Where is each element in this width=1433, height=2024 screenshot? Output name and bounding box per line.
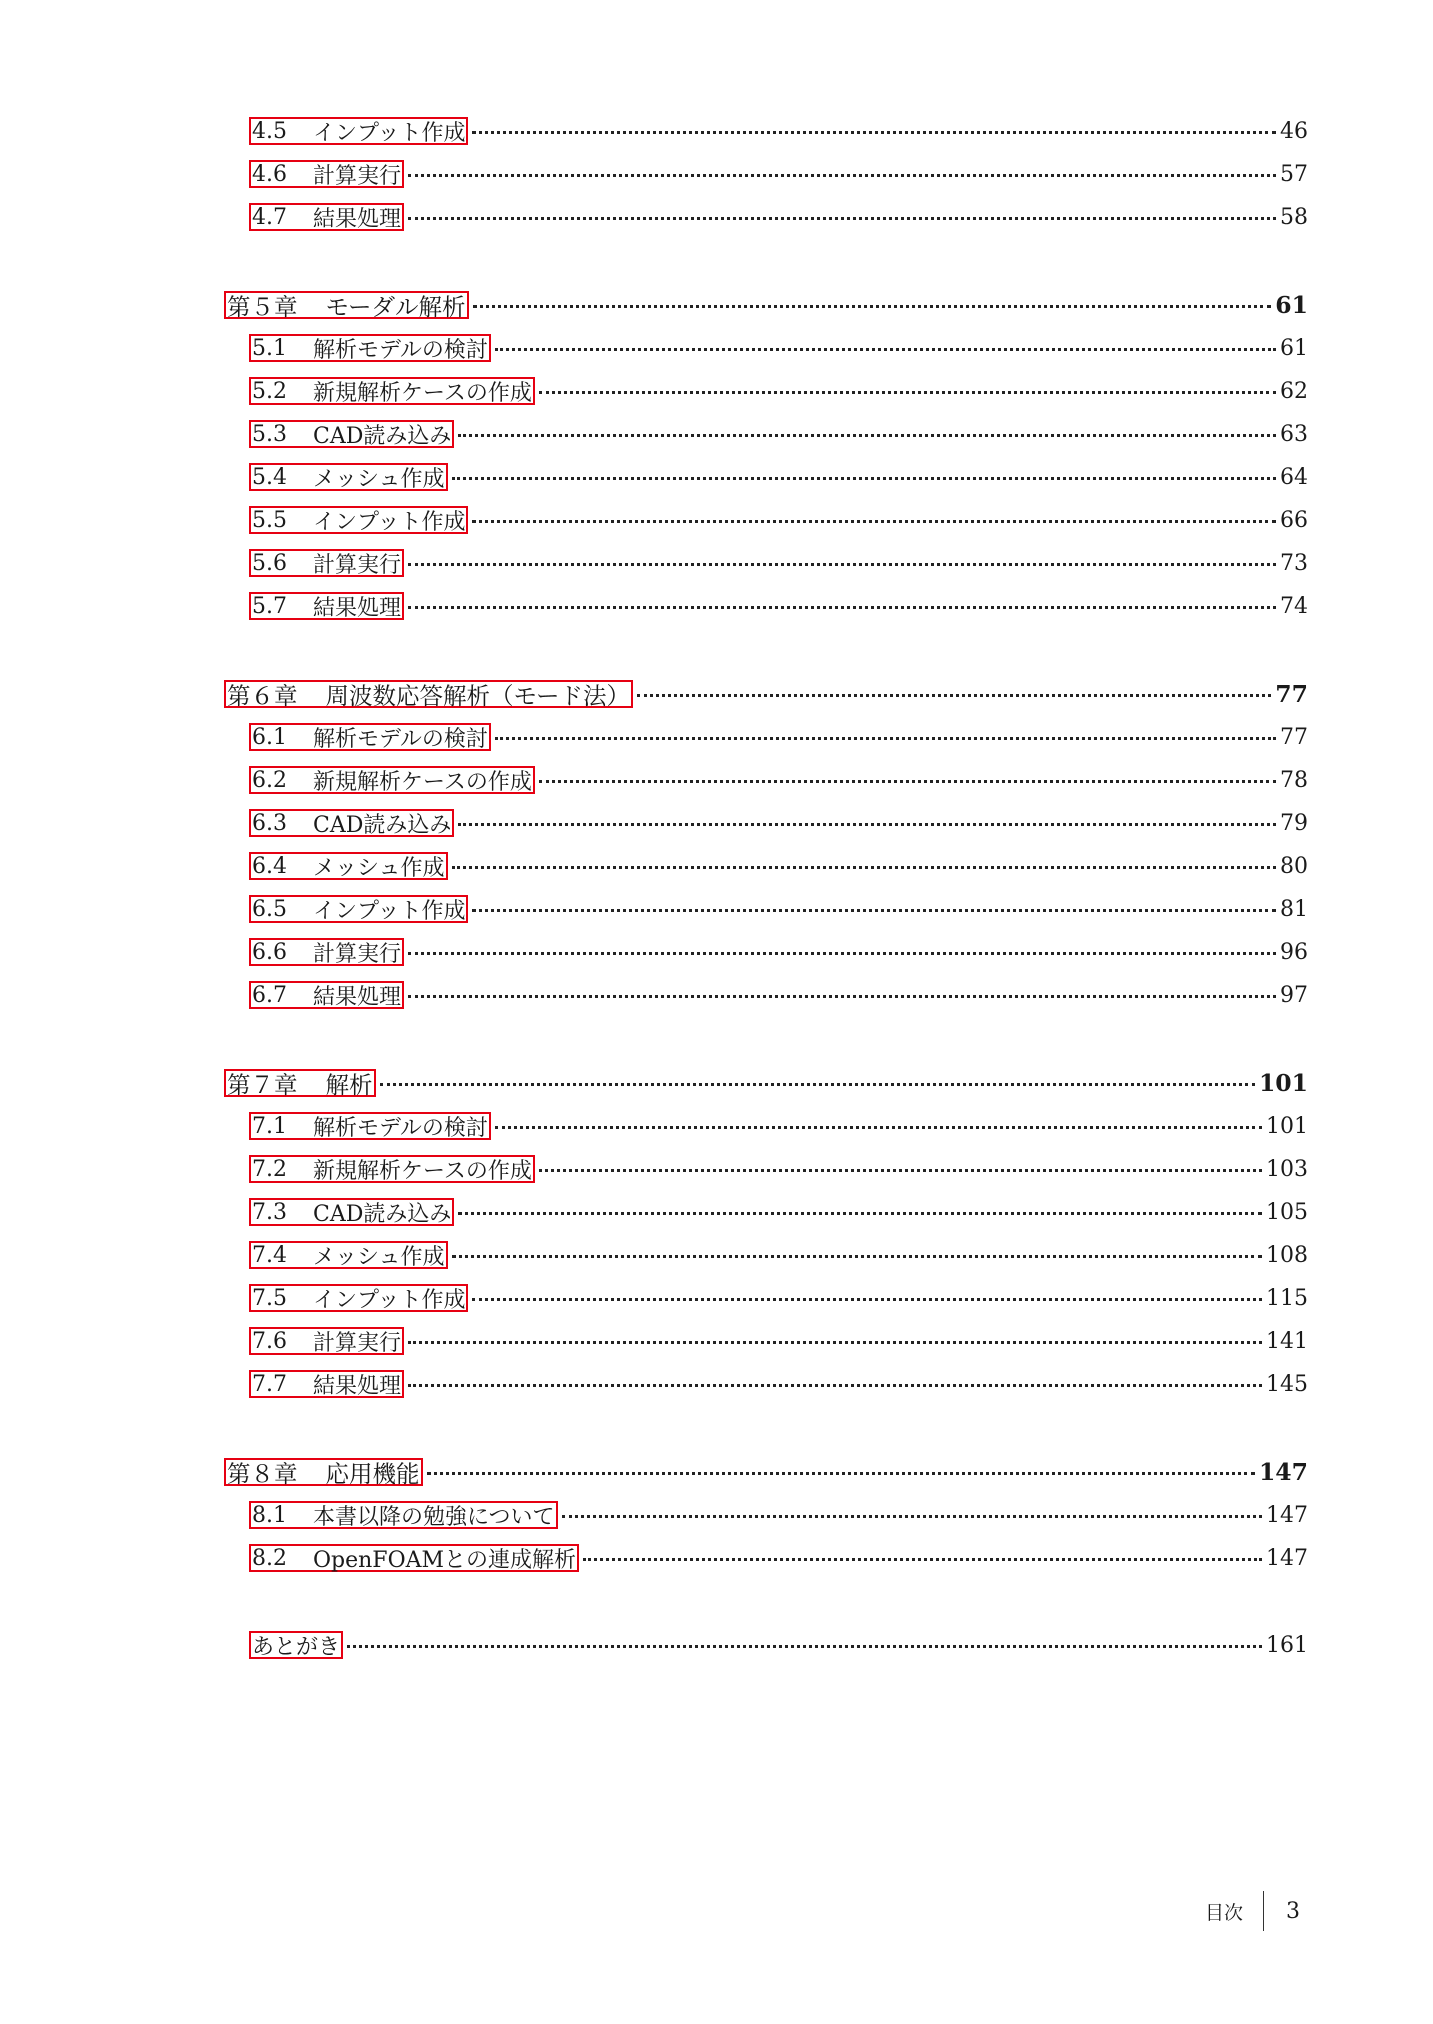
toc-link-6-1[interactable] — [249, 723, 491, 751]
section-title: 計算実行 — [313, 163, 402, 189]
section-number: 5.1 — [252, 335, 287, 361]
section-title: 結果処理 — [313, 595, 402, 621]
section-number: 4.7 — [252, 204, 287, 230]
toc-link-6-7[interactable] — [249, 981, 404, 1009]
page-number: 161 — [1266, 1632, 1308, 1658]
toc-link-6-6[interactable] — [249, 938, 404, 966]
toc-entry-5-5 — [249, 503, 1308, 537]
toc-entry-6-1 — [249, 720, 1308, 754]
chapter-title: 周波数応答解析（モード法） — [325, 682, 631, 710]
toc-link-5-7[interactable] — [249, 592, 404, 620]
page-number: 63 — [1280, 421, 1308, 447]
dot-leader — [347, 1645, 1262, 1648]
page-number: 103 — [1266, 1156, 1308, 1182]
section-title: 計算実行 — [313, 941, 402, 967]
section-number: 7.7 — [252, 1371, 287, 1397]
dot-leader — [472, 520, 1276, 523]
toc-entry-7-5 — [249, 1281, 1308, 1315]
toc-entry-7-4 — [249, 1238, 1308, 1272]
toc-entry-afterword — [249, 1628, 1308, 1662]
dot-leader — [408, 217, 1276, 220]
dot-leader — [408, 995, 1276, 998]
toc-link-7-2[interactable] — [249, 1155, 535, 1183]
toc-entry-5-7 — [249, 589, 1308, 623]
toc-link-5-4[interactable] — [249, 463, 448, 491]
page-number: 73 — [1280, 550, 1308, 576]
section-title: OpenFOAMとの連成解析 — [313, 1547, 577, 1573]
page-number: 96 — [1280, 939, 1308, 965]
section-title: 本書以降の勉強について — [313, 1504, 555, 1530]
footer-divider — [1263, 1891, 1264, 1931]
page-number: 101 — [1258, 1069, 1308, 1097]
section-number: 5.4 — [252, 464, 287, 490]
dot-leader — [495, 1126, 1262, 1129]
toc-entry-5-3 — [249, 417, 1308, 451]
chapter-number: 第８章 — [227, 1460, 298, 1488]
section-title: 解析モデルの検討 — [313, 1115, 488, 1141]
section-title: 結果処理 — [313, 206, 402, 232]
section-number: 6.4 — [252, 853, 287, 879]
chapter-title: 解析 — [325, 1071, 373, 1099]
section-number: 5.3 — [252, 421, 287, 447]
section-title: メッシュ作成 — [313, 855, 445, 881]
page-number: 97 — [1280, 982, 1308, 1008]
section-title: 計算実行 — [313, 552, 402, 578]
dot-leader — [539, 780, 1276, 783]
toc-entry-5-2 — [249, 374, 1308, 408]
section-title: 新規解析ケースの作成 — [313, 1158, 532, 1184]
dot-leader — [408, 563, 1276, 566]
toc-link-5-3[interactable] — [249, 420, 454, 448]
page-number: 115 — [1266, 1285, 1308, 1311]
toc-entry-7-2 — [249, 1152, 1308, 1186]
page-number: 141 — [1266, 1328, 1308, 1354]
toc-chapter-5 — [224, 288, 1308, 322]
section-number: 8.1 — [252, 1502, 287, 1528]
section-title: インプット作成 — [313, 120, 466, 146]
dot-leader — [452, 477, 1276, 480]
section-number: 7.3 — [252, 1199, 287, 1225]
section-title: 新規解析ケースの作成 — [313, 380, 532, 406]
dot-leader — [408, 1341, 1262, 1344]
toc-entry-7-1 — [249, 1109, 1308, 1143]
section-number: 7.4 — [252, 1242, 287, 1268]
toc-entry-4-6 — [249, 157, 1308, 191]
page-number: 81 — [1280, 896, 1308, 922]
section-number: 6.5 — [252, 896, 287, 922]
toc-link-afterword[interactable] — [249, 1631, 343, 1659]
page-number: 77 — [1280, 724, 1308, 750]
toc-link-7-1[interactable] — [249, 1112, 491, 1140]
toc-link-4-6[interactable] — [249, 160, 404, 188]
page-number: 74 — [1280, 593, 1308, 619]
section-number: 7.6 — [252, 1328, 287, 1354]
section-number: 4.6 — [252, 161, 287, 187]
section-number: 5.6 — [252, 550, 287, 576]
page-number: 46 — [1280, 118, 1308, 144]
dot-leader — [458, 1212, 1262, 1215]
dot-leader — [408, 606, 1276, 609]
dot-leader — [539, 391, 1276, 394]
chapter-title: モーダル解析 — [325, 293, 466, 321]
page-number: 105 — [1266, 1199, 1308, 1225]
footer-page-number: 3 — [1286, 1898, 1301, 1924]
page-number: 147 — [1266, 1545, 1308, 1571]
section-title: 計算実行 — [313, 1330, 402, 1356]
toc-link-4-5[interactable] — [249, 117, 468, 145]
toc-chapter-7 — [224, 1066, 1308, 1100]
dot-leader — [562, 1515, 1262, 1518]
toc-entry-5-1 — [249, 331, 1308, 365]
toc-link-6-4[interactable] — [249, 852, 448, 880]
toc-entry-5-4 — [249, 460, 1308, 494]
dot-leader — [408, 1384, 1262, 1387]
dot-leader — [472, 909, 1276, 912]
page-number: 58 — [1280, 204, 1308, 230]
section-title: メッシュ作成 — [313, 1244, 445, 1270]
toc-entry-7-7 — [249, 1367, 1308, 1401]
section-number: 5.7 — [252, 593, 287, 619]
afterword-title: あとがき — [252, 1634, 341, 1660]
section-title: 解析モデルの検討 — [313, 337, 488, 363]
dot-leader — [495, 348, 1276, 351]
footer-label: 目次 — [1205, 1901, 1244, 1924]
page-number: 62 — [1280, 378, 1308, 404]
chapter-number: 第５章 — [227, 293, 298, 321]
toc-link-chapter-5[interactable] — [224, 291, 469, 319]
toc-link-chapter-6[interactable] — [224, 680, 633, 708]
section-number: 7.5 — [252, 1285, 287, 1311]
section-number: 4.5 — [252, 118, 287, 144]
section-title: CAD読み込み — [313, 812, 452, 838]
dot-leader — [452, 866, 1276, 869]
page-number: 101 — [1266, 1113, 1308, 1139]
section-title: 新規解析ケースの作成 — [313, 769, 532, 795]
toc-link-8-1[interactable] — [249, 1501, 558, 1529]
section-number: 6.3 — [252, 810, 287, 836]
chapter-title: 応用機能 — [325, 1460, 420, 1488]
section-title: メッシュ作成 — [313, 466, 445, 492]
page-number: 77 — [1275, 680, 1308, 708]
dot-leader — [539, 1169, 1262, 1172]
section-number: 7.1 — [252, 1113, 287, 1139]
dot-leader — [473, 305, 1272, 308]
dot-leader — [472, 1298, 1262, 1301]
toc-entry-6-2 — [249, 763, 1308, 797]
toc-link-5-1[interactable] — [249, 334, 491, 362]
toc-link-7-7[interactable] — [249, 1370, 404, 1398]
toc-link-7-5[interactable] — [249, 1284, 468, 1312]
section-title: CAD読み込み — [313, 423, 452, 449]
page-number: 147 — [1258, 1458, 1308, 1486]
section-number: 6.7 — [252, 982, 287, 1008]
section-number: 6.6 — [252, 939, 287, 965]
toc-link-7-4[interactable] — [249, 1241, 448, 1269]
toc-entry-8-2 — [249, 1541, 1308, 1575]
dot-leader — [408, 174, 1276, 177]
page-number: 64 — [1280, 464, 1308, 490]
page-footer — [1205, 1891, 1300, 1931]
toc-entry-7-6 — [249, 1324, 1308, 1358]
page-number: 79 — [1280, 810, 1308, 836]
chapter-number: 第６章 — [227, 682, 298, 710]
section-title: 解析モデルの検討 — [313, 726, 488, 752]
dot-leader — [458, 434, 1276, 437]
toc-link-4-7[interactable] — [249, 203, 404, 231]
toc-link-7-3[interactable] — [249, 1198, 454, 1226]
page-number: 108 — [1266, 1242, 1308, 1268]
section-number: 7.2 — [252, 1156, 287, 1182]
page-number: 57 — [1280, 161, 1308, 187]
section-number: 5.5 — [252, 507, 287, 533]
section-title: CAD読み込み — [313, 1201, 452, 1227]
section-title: 結果処理 — [313, 984, 402, 1010]
section-number: 6.1 — [252, 724, 287, 750]
dot-leader — [408, 952, 1276, 955]
section-number: 6.2 — [252, 767, 287, 793]
toc-link-6-5[interactable] — [249, 895, 468, 923]
section-number: 5.2 — [252, 378, 287, 404]
toc-entry-4-7 — [249, 200, 1308, 234]
toc-link-5-2[interactable] — [249, 377, 535, 405]
section-number: 8.2 — [252, 1545, 287, 1571]
section-title: インプット作成 — [313, 509, 466, 535]
page-number: 78 — [1280, 767, 1308, 793]
page-number: 61 — [1280, 335, 1308, 361]
page-number: 80 — [1280, 853, 1308, 879]
toc-entry-6-7 — [249, 978, 1308, 1012]
section-title: インプット作成 — [313, 898, 466, 924]
dot-leader — [637, 694, 1271, 697]
toc-entry-5-6 — [249, 546, 1308, 580]
toc-entry-6-3 — [249, 806, 1308, 840]
toc-link-8-2[interactable] — [249, 1544, 579, 1572]
toc-link-6-3[interactable] — [249, 809, 454, 837]
section-title: インプット作成 — [313, 1287, 466, 1313]
section-title: 結果処理 — [313, 1373, 402, 1399]
toc-chapter-6 — [224, 677, 1308, 711]
toc-link-6-2[interactable] — [249, 766, 535, 794]
dot-leader — [495, 737, 1276, 740]
dot-leader — [583, 1558, 1262, 1561]
page-number: 145 — [1266, 1371, 1308, 1397]
dot-leader — [427, 1472, 1255, 1475]
toc-entry-4-5 — [249, 114, 1308, 148]
toc-entry-6-5 — [249, 892, 1308, 926]
dot-leader — [380, 1083, 1255, 1086]
toc-entry-8-1 — [249, 1498, 1308, 1532]
toc-link-chapter-7[interactable] — [224, 1069, 376, 1097]
page-number: 147 — [1266, 1502, 1308, 1528]
chapter-number: 第７章 — [227, 1071, 298, 1099]
toc-link-7-6[interactable] — [249, 1327, 404, 1355]
toc-entry-6-4 — [249, 849, 1308, 883]
dot-leader — [452, 1255, 1262, 1258]
toc-entry-6-6 — [249, 935, 1308, 969]
toc-link-chapter-8[interactable] — [224, 1458, 423, 1486]
dot-leader — [472, 131, 1276, 134]
toc-entry-7-3 — [249, 1195, 1308, 1229]
toc-link-5-6[interactable] — [249, 549, 404, 577]
dot-leader — [458, 823, 1276, 826]
page-number: 66 — [1280, 507, 1308, 533]
toc-chapter-8 — [224, 1455, 1308, 1489]
toc-link-5-5[interactable] — [249, 506, 468, 534]
page-number: 61 — [1275, 291, 1308, 319]
